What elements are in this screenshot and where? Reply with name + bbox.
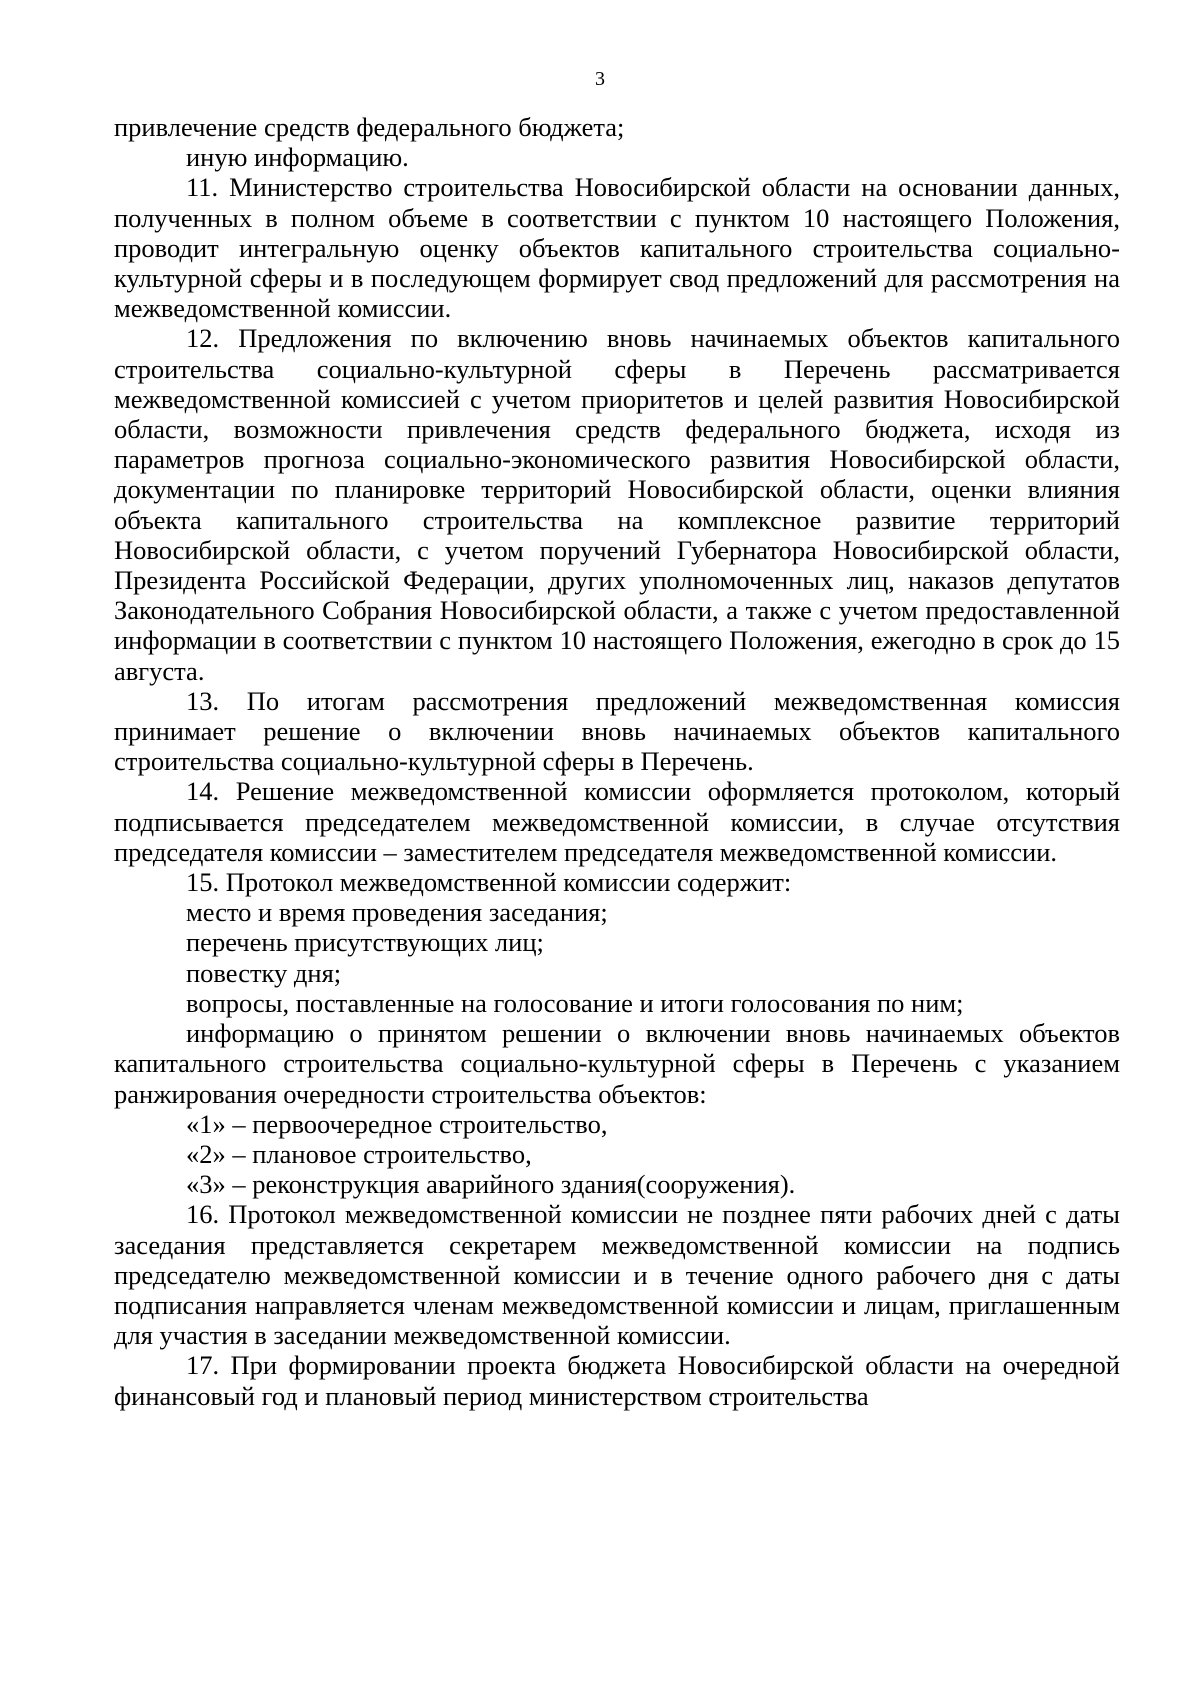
paragraph-16: 16. Протокол межведомственной комиссии не позднее пяти рабочих дней с даты заседания представляется секретарем межведомственной комиссии на подпись председателю межведомственной комиссии и в течение одного рабочего дня с даты подписания направляется членам межведомственной комиссии и лицам, приглашенным для участия в заседании межведомственной комиссии. (114, 1199, 1120, 1351)
page-number: 3 (595, 68, 605, 90)
list-item-agenda: повестку дня; (186, 957, 342, 988)
paragraph-other-info: иную информацию. (186, 142, 409, 173)
list-item-attendees: перечень присутствующих лиц; (186, 927, 544, 958)
ranking-item-2: «2» – плановое строительство, (186, 1138, 532, 1169)
list-item-decision-info: информацию о принятом решении о включении вновь начинаемых объектов капитального строительства социально-культурной сферы в Перечень с указанием ранжирования очередности строительства объектов: (114, 1018, 1120, 1109)
paragraph-12: 12. Предложения по включению вновь начинаемых объектов капитального строительства социально-культурной сферы в Перечень рассматривается межведомственной комиссией с учетом приоритетов и целей развития Новосибирской области, возможности привлечения средств федерального бюджета, исходя из параметров прогноза социально-экономического развития Новосибирской области, документации по планировке территорий Новосибирской области, оценки влияния объекта капитального строительства на комплексное развитие территорий Новосибирской области, с учетом поручений Губернатора Новосибирской области, Президента Российской Федерации, других уполномоченных лиц, наказов депутатов Законодательного Собрания Новосибирской области, а также с учетом предоставленной информации в соответствии с пунктом 10 настоящего Положения, ежегодно в срок до 15 августа. (114, 323, 1120, 686)
paragraph-15: 15. Протокол межведомственной комиссии содержит: (186, 867, 792, 898)
paragraph-14: 14. Решение межведомственной комиссии оформляется протоколом, который подписывается председателем межведомственной комиссии, в случае отсутствия председателя комиссии – заместителем председателя межведомственной комиссии. (114, 776, 1120, 867)
list-item-voting: вопросы, поставленные на голосование и итоги голосования по ним; (186, 987, 964, 1018)
document-body (114, 112, 1120, 1411)
paragraph-federal-budget: привлечение средств федерального бюджета; (114, 112, 625, 142)
ranking-item-3: «3» – реконструкция аварийного здания(сооружения). (186, 1169, 796, 1200)
list-item-place-time: место и время проведения заседания; (186, 897, 608, 928)
paragraph-13: 13. По итогам рассмотрения предложений межведомственная комиссия принимает решение о включении вновь начинаемых объектов капитального строительства социально-культурной сферы в Перечень. (114, 685, 1120, 777)
paragraph-17: 17. При формировании проекта бюджета Новосибирской области на очередной финансовый год и плановый период министерством строительства (114, 1350, 1120, 1411)
paragraph-11: 11. Министерство строительства Новосибирской области на основании данных, полученных в полном объеме в соответствии с пунктом 10 настоящего Положения, проводит интегральную оценку объектов капитального строительства социально-культурной сферы и в последующем формирует свод предложений для рассмотрения на межведомственной комиссии. (114, 172, 1120, 324)
ranking-item-1: «1» – первоочередное строительство, (186, 1108, 608, 1139)
